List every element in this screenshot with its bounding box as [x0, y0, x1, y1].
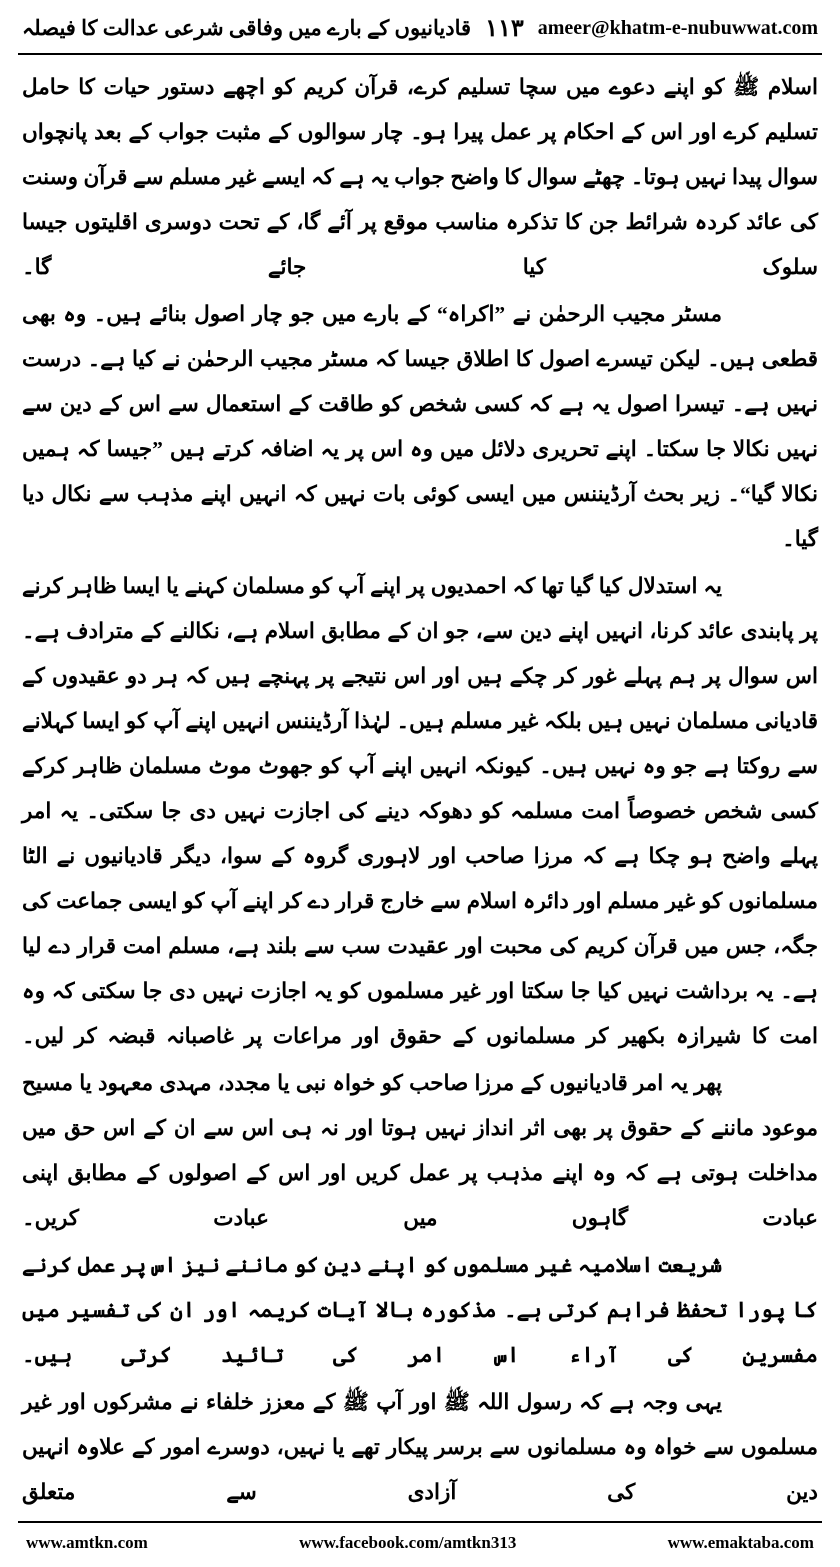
page-header: [0, 0, 840, 49]
paragraph-2: مسٹر مجیب الرحمٰن نے ”اکراہ“ کے بارے میں جو چار اصول بنائے ہیں۔ وہ بھی قطعی ہیں۔ لیکن تیسرے اصول کا اطلاق جیسا کہ مسٹر مجیب الرحمٰن نے کیا ہے۔ درست نہیں ہے۔ تیسرا اصول یہ ہے کہ کسی شخص کو طاقت کے استعمال سے اس کے دین سے نہیں نکالا جا سکتا۔ اپنے تحریری دلائل میں وہ اس پر یہ اضافہ کرتے ہیں ”جیسا کہ ہمیں نکالا گیا“۔ زیر بحث آرڈیننس میں ایسی کوئی بات نہیں کہ انہیں اپنے مذہب سے نکال دیا گیا۔: [22, 302, 818, 551]
footer-link-website[interactable]: www.amtkn.com: [26, 1533, 148, 1552]
page-number: ۱۱۳: [485, 16, 524, 42]
paragraph-5: شریعت اسلامیہ غیر مسلموں کو اپنے دین کو ماننے نیز اس پر عمل کرنے کا پورا تحفظ فراہم کرتی ہے۔ مذکورہ بالا آیات کریمہ اور ان کی تفسیر میں مفسرین کی آراء اس امر کی تائید کرتی ہیں۔: [22, 1253, 818, 1367]
paragraph-3: یہ استدلال کیا گیا تھا کہ احمدیوں پر اپنے آپ کو مسلمان کہنے یا ایسا ظاہر کرنے پر پابندی عائد کرنا، انہیں اپنے دین سے، جو ان کے مطابق اسلام ہے، نکالنے کے مترادف ہے۔ اس سوال پر ہم پہلے غور کر چکے ہیں اور اس نتیجے پر پہنچے ہیں کہ ہر دو عقیدوں کے قادیانی مسلمان نہیں ہیں بلکہ غیر مسلم ہیں۔ لہٰذا آرڈیننس انہیں اپنے آپ کو ایسا کہلانے سے روکتا ہے جو وہ نہیں ہیں۔ کیونکہ انہیں اپنے آپ کو جھوٹ موٹ مسلمان ظاہر کرکے کسی شخص خصوصاً امت مسلمہ کو دھوکہ دینے کی اجازت نہیں دی جا سکتی۔ یہ امر پہلے واضح ہو چکا ہے کہ مرزا صاحب اور لاہوری گروہ کے سوا، دیگر قادیانیوں نے الٹا مسلمانوں کو غیر مسلم اور دائرہ اسلام سے خارج قرار دے کر اپنے آپ کو ایسی جماعت کی جگہ، جس میں قرآن کریم کی محبت اور عقیدت سب سے بلند ہے، مسلم امت قرار دے لیا ہے۔ یہ برداشت نہیں کیا جا سکتا اور غیر مسلموں کو یہ اجازت نہیں دی جا سکتی کہ وہ امت کا شیرازہ بکھیر کر مسلمانوں کے حقوق اور مراعات پر غاصبانہ قبضہ کر لیں۔: [22, 574, 818, 1048]
footer-link-facebook[interactable]: www.facebook.com/amtkn313: [299, 1533, 517, 1552]
footer-link-emaktaba[interactable]: www.emaktaba.com: [667, 1533, 814, 1552]
paragraph-6: یہی وجہ ہے کہ رسول اللہ ﷺ اور آپ ﷺ کے معزز خلفاء نے مشرکوں اور غیر مسلموں سے خواہ وہ مسلمانوں سے برسر پیکار تھے یا نہیں، دوسرے امور کے علاوہ انہیں دین کی آزادی سے متعلق: [22, 1390, 818, 1504]
page-footer: [0, 1527, 840, 1567]
paragraph-1: اسلام ﷺ کو اپنے دعوے میں سچا تسلیم کرے، قرآن کریم کو اچھے دستور حیات کا حامل تسلیم کرے اور اس کے احکام پر عمل پیرا ہو۔ چار سوالوں کے مثبت جواب کے بعد پانچواں سوال پیدا نہیں ہوتا۔ چھٹے سوال کا واضح جواب یہ ہے کہ ایسے غیر مسلم سے قرآن وسنت کی عائد کردہ شرائط جن کا تذکرہ مناسب موقع پر آئے گا، کے تحت دوسری اقلیتوں جیسا سلوک کیا جائے گا۔: [22, 75, 818, 279]
paragraph-4: پھر یہ امر قادیانیوں کے مرزا صاحب کو خواہ نبی یا مجدد، مہدی معہود یا مسیح موعود ماننے کے حقوق پر بھی اثر انداز نہیں ہوتا اور نہ ہی اس سے ان کے اس حق میں مداخلت ہوتی ہے کہ وہ اپنے مذہب پر عمل کریں اور اس کے اصولوں کے مطابق اپنی عبادت گاہوں میں عبادت کریں۔: [22, 1071, 818, 1230]
footer-divider: [18, 1521, 822, 1523]
header-book-title: قادیانیوں کے بارے میں وفاقی شرعی عدالت کا فیصلہ: [22, 16, 472, 40]
header-email: ameer@khatm-e-nubuwwat.com: [537, 17, 818, 39]
page-body: [0, 55, 840, 1521]
